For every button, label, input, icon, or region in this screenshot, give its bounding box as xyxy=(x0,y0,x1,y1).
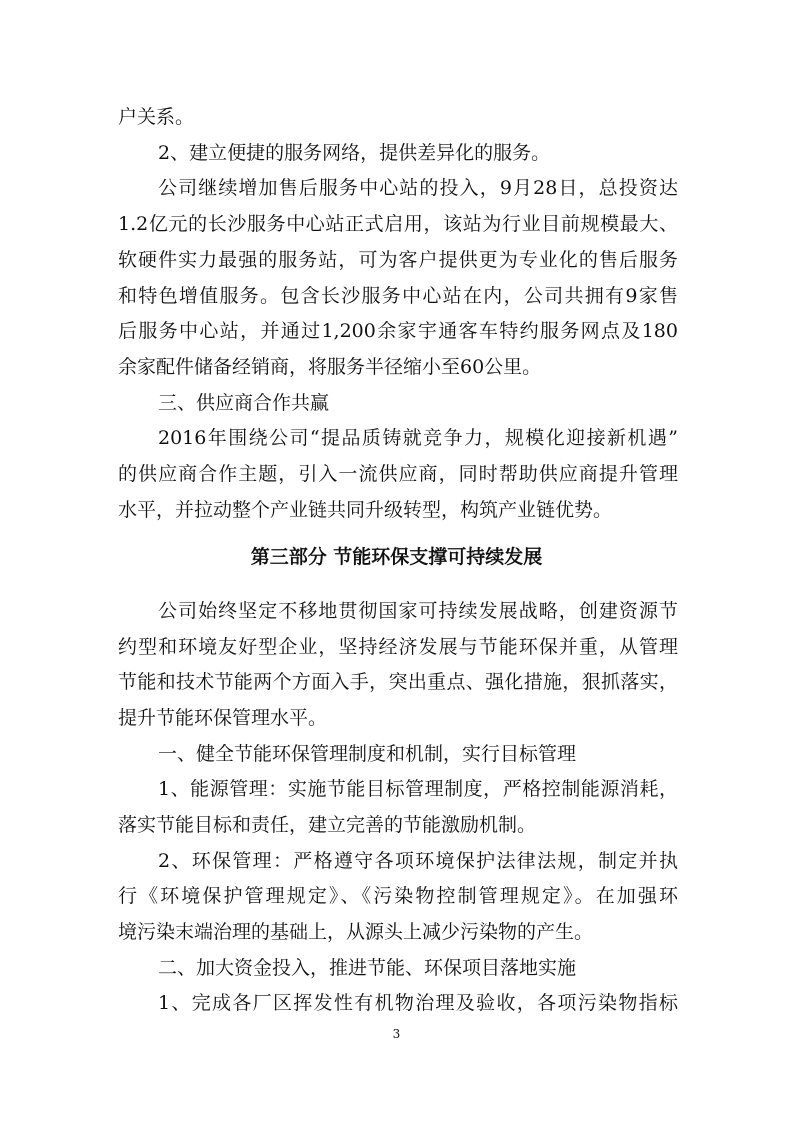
paragraph-line: 境污染末端治理的基础上，从源头上减少污染物的产生。 xyxy=(118,921,594,943)
paragraph-line: 后服务中心站，并通过1,200余家宇通客车特约服务网点及180 xyxy=(118,320,678,342)
paragraph-line: 提升节能环保管理水平。 xyxy=(118,707,328,729)
paragraph-line: 1、完成各厂区挥发性有机物治理及验收，各项污染物指标 xyxy=(158,992,678,1014)
paragraph-line: 三、供应商合作共赢 xyxy=(158,392,330,414)
paragraph-line: 公司始终坚定不移地贯彻国家可持续发展战略，创建资源节 xyxy=(158,600,678,622)
paragraph-line: 1.2亿元的长沙服务中心站正式启用，该站为行业目前规模最大、 xyxy=(118,213,678,235)
paragraph-line: 行《环境保护管理规定》、《污染物控制管理规定》。在加强环 xyxy=(118,885,678,907)
section-heading: 第三部分 节能环保支撑可持续发展 xyxy=(250,546,543,568)
paragraph-line: 落实节能目标和责任，建立完善的节能激励机制。 xyxy=(118,814,537,836)
paragraph-line: 余家配件储备经销商，将服务半径缩小至60公里。 xyxy=(118,356,542,378)
paragraph-line: 水平，并拉动整个产业链共同升级转型，构筑产业链优势。 xyxy=(118,499,613,521)
paragraph-line: 户关系。 xyxy=(118,106,195,128)
paragraph-line: 节能和技术节能两个方面入手，突出重点、强化措施，狠抓落实， xyxy=(118,671,678,693)
paragraph-line: 2、建立便捷的服务网络，提供差异化的服务。 xyxy=(158,142,551,164)
page-number: 3 xyxy=(392,1027,401,1041)
paragraph-line: 的供应商合作主题，引入一流供应商，同时帮助供应商提升管理 xyxy=(118,463,678,485)
paragraph-line: 和特色增值服务。包含长沙服务中心站在内，公司共拥有9家售 xyxy=(118,285,678,307)
paragraph-line: 2、环保管理：严格遵守各项环境保护法律法规，制定并执 xyxy=(158,850,678,872)
paragraph-line: 软硬件实力最强的服务站，可为客户提供更为专业化的售后服务 xyxy=(118,249,678,271)
paragraph-line: 1、能源管理：实施节能目标管理制度，严格控制能源消耗， xyxy=(158,778,678,800)
paragraph-line: 2016年围绕公司“提品质铸就竞争力，规模化迎接新机遇” xyxy=(158,427,678,449)
paragraph-line: 二、加大资金投入，推进节能、环保项目落地实施 xyxy=(158,957,577,979)
paragraph-line: 一、健全节能环保管理制度和机制，实行目标管理 xyxy=(158,743,577,765)
paragraph-line: 约型和环境友好型企业，坚持经济发展与节能环保并重，从管理 xyxy=(118,636,678,658)
paragraph-line: 公司继续增加售后服务中心站的投入，9月28日，总投资达 xyxy=(158,177,678,199)
